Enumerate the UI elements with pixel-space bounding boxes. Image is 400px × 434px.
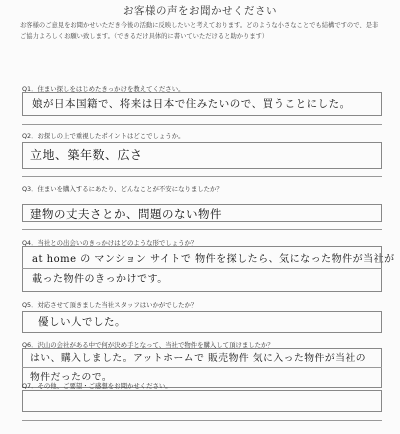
answer-1-rule bbox=[22, 124, 382, 125]
question-4-label: Q4．当社との出会いのきっかけはどのような形でしょうか？ bbox=[22, 239, 198, 247]
answer-4-line-1: at home の マンション サイトで 物件を探したら、気になった物件が当社が bbox=[32, 254, 395, 265]
form-title: お客様の声をお聞かせください bbox=[123, 5, 277, 17]
question-5-label: Q5．対応させて頂きました当社スタッフはいかがでしたか？ bbox=[22, 301, 198, 309]
question-1-label: Q1．住まい探しをはじめたきっかけを教えてください。 bbox=[22, 85, 185, 93]
answer-5-line-1: 優しい人でした。 bbox=[38, 316, 126, 328]
answer-4-line-2: 載った物件のきっかけです。 bbox=[32, 274, 168, 285]
question-3-label: Q3．住まいを購入するにあたり、どんなことが不安になりましたか？ bbox=[22, 185, 223, 193]
answer-3-rule bbox=[22, 229, 382, 230]
answer-1-line-1: 娘が日本国籍で、将来は日本で住みたいので、買うことにした。 bbox=[32, 98, 351, 110]
answer-4-mid-rule bbox=[22, 268, 382, 269]
answer-2-line-1: 立地、築年数、広さ bbox=[30, 148, 143, 162]
question-7-label: Q7．その他、ご要望・ご感想をお聞かせください。 bbox=[22, 382, 172, 390]
answer-7-box bbox=[22, 390, 382, 412]
answer-7-rule bbox=[22, 420, 382, 421]
form-intro: お客様のご意見をお聞かせいただき今後の活動に反映したいと考えております。どのような小さなことでも結構ですので、是非ご協力よろしくお願い致します。（できるだけ具体的に書いていただけると助かります） bbox=[20, 22, 379, 40]
answer-6-line-2: 物件だったので。 bbox=[30, 372, 113, 383]
question-2-label: Q2．お探しの上で重視したポイントはどこでしょうか。 bbox=[22, 132, 185, 140]
answer-3-line-1: 建物の丈夫さとか、問題のない物件 bbox=[30, 207, 222, 221]
answer-2-rule bbox=[22, 176, 382, 177]
answer-6-line-1: はい、購入しました。アットホームで 販売物件 気に入った物件が当社の bbox=[30, 353, 367, 364]
question-6-label: Q6．沢山の会社がある中で何が決め手となって、当社で物件を購入して頂けましたか？ bbox=[22, 341, 274, 349]
answer-6-mid-rule bbox=[22, 367, 382, 368]
